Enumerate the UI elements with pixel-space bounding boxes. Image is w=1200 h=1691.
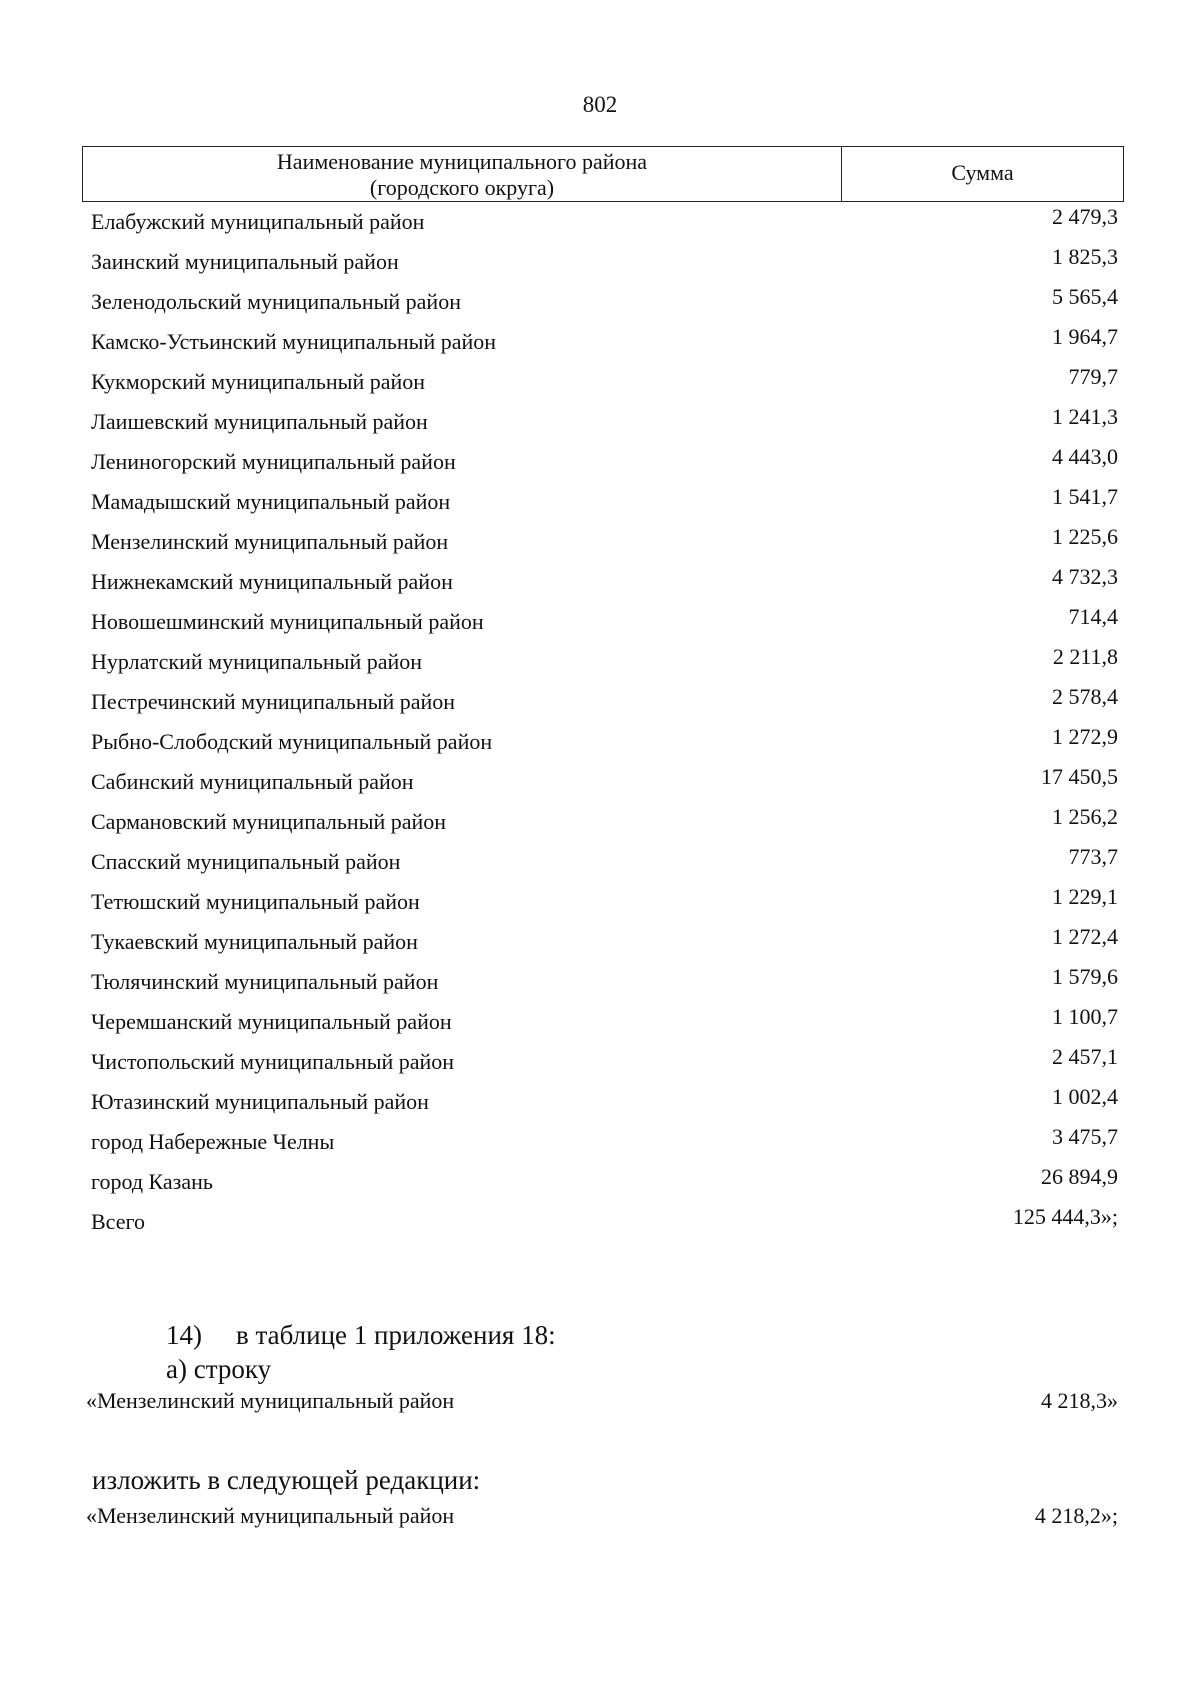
row-name: Пестречинский муниципальный район [91, 689, 456, 714]
row-value: 1 579,6 [1052, 964, 1118, 989]
header-name-line1: Наименование муниципального района [276, 149, 648, 174]
row-value: 5 565,4 [1052, 284, 1118, 309]
row-name: Елабужский муниципальный район [91, 209, 425, 234]
table-row [91, 1164, 1118, 1204]
row-name: Чистопольский муниципальный район [91, 1049, 455, 1074]
row-value: 1 100,7 [1052, 1004, 1118, 1029]
old-row-value: 4 218,3» [1041, 1388, 1118, 1413]
row-value: 1 541,7 [1052, 484, 1118, 509]
table-row [91, 444, 1118, 484]
old-row [86, 1388, 1118, 1414]
row-name: Всего [91, 1209, 145, 1234]
row-name: Тюлячинский муниципальный район [91, 969, 439, 994]
header-sum-cell: Сумма [951, 160, 1014, 185]
row-value: 3 475,7 [1052, 1124, 1118, 1149]
row-value: 2 457,1 [1052, 1044, 1118, 1069]
row-value: 779,7 [1068, 364, 1118, 389]
row-value: 1 272,4 [1052, 924, 1118, 949]
table-row [91, 844, 1118, 884]
page-number: 802 [582, 92, 618, 117]
table-row [91, 484, 1118, 524]
table-row [91, 364, 1118, 404]
row-name: Камско-Устьинский муниципальный район [91, 329, 497, 354]
row-value: 1 002,4 [1052, 1084, 1118, 1109]
new-row-name: «Мензелинский муниципальный район [86, 1503, 455, 1528]
table-row [91, 804, 1118, 844]
table-row [91, 964, 1118, 1004]
table-row [91, 524, 1118, 564]
row-name: Спасский муниципальный район [91, 849, 401, 874]
row-name: Сармановский муниципальный район [91, 809, 447, 834]
new-row [86, 1503, 1118, 1529]
row-value: 2 578,4 [1052, 684, 1118, 709]
item-number: 14) [166, 1320, 202, 1350]
row-name: Ютазинский муниципальный район [91, 1089, 429, 1114]
row-value: 125 444,3»; [1012, 1204, 1118, 1229]
table-row [91, 564, 1118, 604]
table-row [91, 204, 1118, 244]
row-value: 1 964,7 [1052, 324, 1118, 349]
row-name: Тетюшский муниципальный район [91, 889, 420, 914]
table-row [91, 604, 1118, 644]
row-value: 4 443,0 [1052, 444, 1118, 469]
table-row [91, 324, 1118, 364]
header-name-cell [83, 147, 842, 201]
row-name: город Казань [91, 1169, 213, 1194]
row-value: 1 225,6 [1052, 524, 1118, 549]
table-row [91, 644, 1118, 684]
table-row [91, 1124, 1118, 1164]
header-name-line2: (городского округа) [369, 175, 555, 200]
table-row [91, 764, 1118, 804]
row-name: город Набережные Челны [91, 1129, 335, 1154]
row-name: Заинский муниципальный район [91, 249, 399, 274]
row-value: 26 894,9 [1041, 1164, 1118, 1189]
table-body [91, 204, 1118, 1244]
table-row [91, 684, 1118, 724]
item-text: в таблице 1 приложения 18: [236, 1320, 556, 1350]
row-name: Тукаевский муниципальный район [91, 929, 418, 954]
row-name: Кукморский муниципальный район [91, 369, 426, 394]
row-name: Нурлатский муниципальный район [91, 649, 423, 674]
row-name: Мензелинский муниципальный район [91, 529, 449, 554]
row-value: 4 732,3 [1052, 564, 1118, 589]
row-value: 714,4 [1068, 604, 1118, 629]
table-row [91, 404, 1118, 444]
old-row-name: «Мензелинский муниципальный район [86, 1388, 455, 1413]
row-value: 1 241,3 [1052, 404, 1118, 429]
table-row [91, 924, 1118, 964]
row-value: 1 229,1 [1052, 884, 1118, 909]
new-row-value: 4 218,2»; [1034, 1503, 1118, 1528]
table-row [91, 1044, 1118, 1084]
row-value: 1 825,3 [1052, 244, 1118, 269]
row-name: Черемшанский муниципальный район [91, 1009, 452, 1034]
row-value: 2 479,3 [1052, 204, 1118, 229]
row-value: 2 211,8 [1052, 644, 1118, 669]
table-row [91, 244, 1118, 284]
table-row [91, 884, 1118, 924]
row-value: 17 450,5 [1041, 764, 1118, 789]
row-name: Сабинский муниципальный район [91, 769, 414, 794]
table-row [91, 1004, 1118, 1044]
row-name: Лениногорский муниципальный район [91, 449, 456, 474]
row-name: Рыбно-Слободский муниципальный район [91, 729, 493, 754]
row-name: Новошешминский муниципальный район [91, 609, 484, 634]
row-name: Зеленодольский муниципальный район [91, 289, 461, 314]
row-name: Лаишевский муниципальный район [91, 409, 428, 434]
row-value: 773,7 [1068, 844, 1118, 869]
row-value: 1 272,9 [1052, 724, 1118, 749]
table-row [91, 1204, 1118, 1244]
table-row [91, 724, 1118, 764]
row-name: Мамадышский муниципальный район [91, 489, 451, 514]
table-header [82, 146, 1124, 202]
row-value: 1 256,2 [1052, 804, 1118, 829]
replace-text: изложить в следующей редакции: [92, 1465, 481, 1495]
row-name: Нижнекамский муниципальный район [91, 569, 453, 594]
sub-item-a: а) строку [166, 1354, 272, 1384]
table-row [91, 1084, 1118, 1124]
table-row [91, 284, 1118, 324]
